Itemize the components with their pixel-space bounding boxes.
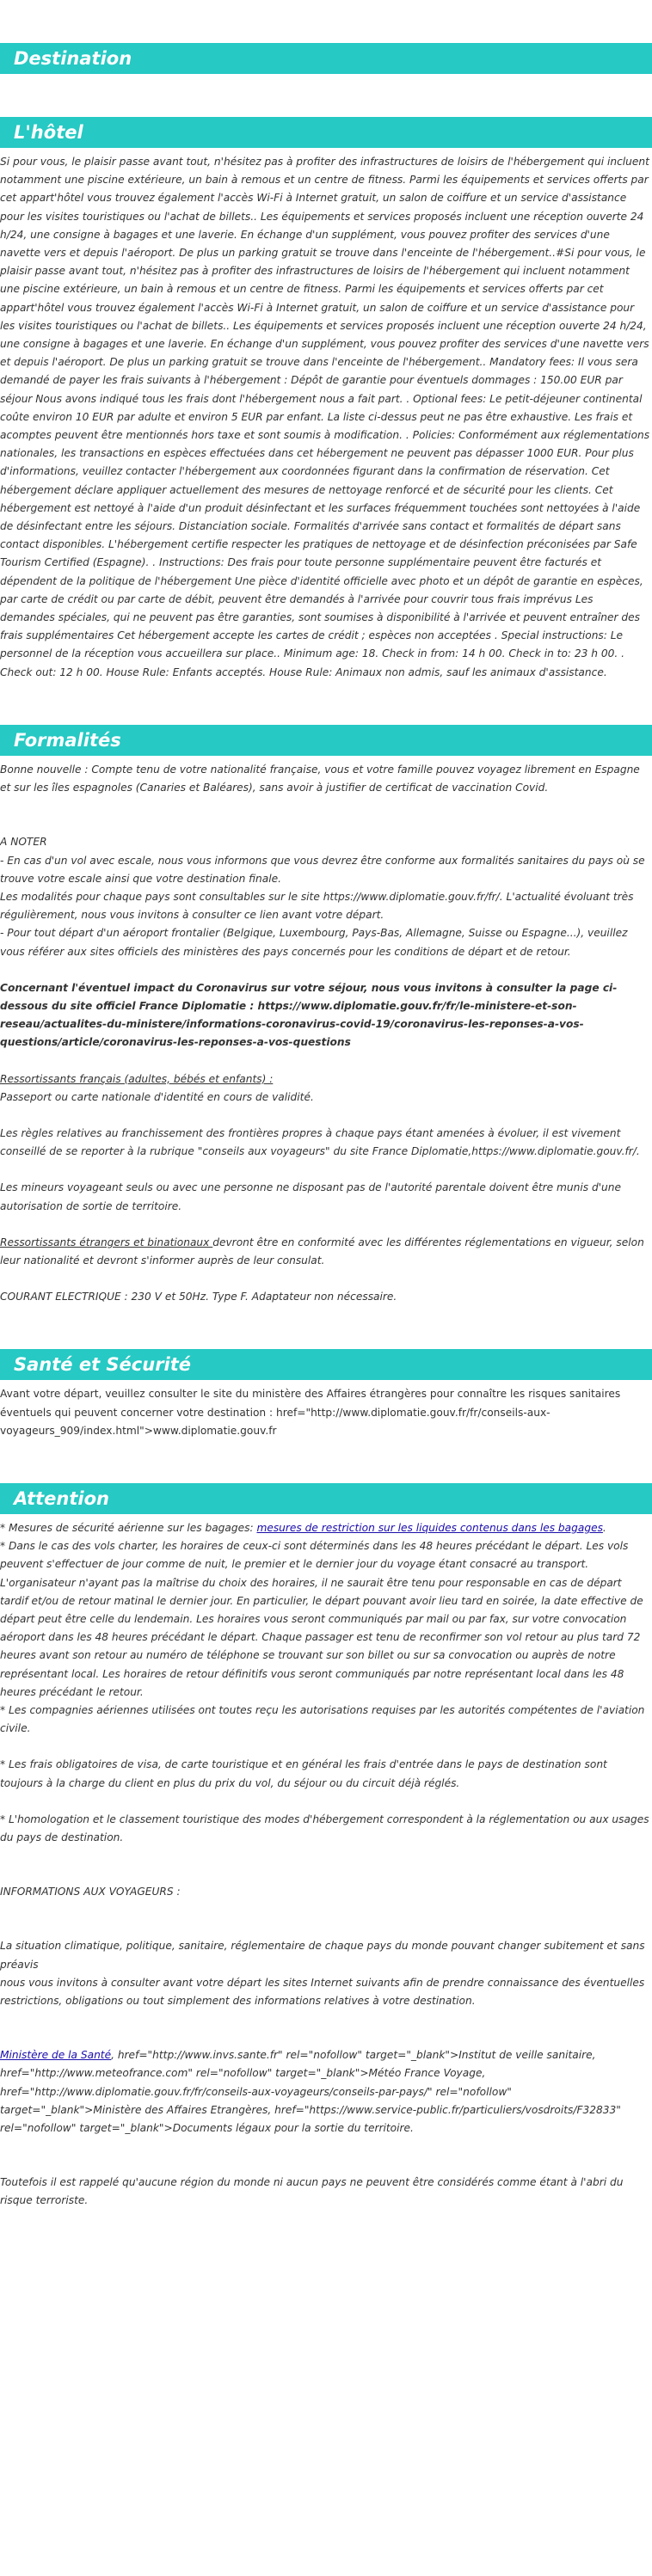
section-header-destination: Destination [0, 43, 652, 74]
section-sante [0, 1349, 652, 1440]
hotel-description: Si pour vous, le plaisir passe avant tout, n'hésitez pas à profiter des infrastructures de loisirs de l'hébergement qui incluent notamment une piscine extérieure, un bain à remous et un centre de fitness. Parmi les équipements et services offerts par cet appart'hôtel vous trouvez également l'accès Wi-Fi à Internet gratuit, un salon de coiffure et un service d'assistance pour les visites touristiques ou l'achat de billets.. Les équipements et services proposés incluent une réception ouverte 24 h/24, une consigne à bagages et une laverie. En échange d'un supplément, vous pouvez profiter des services d'une navette vers et depuis l'aéroport. De plus un parking gratuit se trouve dans l'enceinte de l'hébergement..#Si pour vous, le plaisir passe avant tout, n'hésitez pas à profiter des infrastructures de loisirs de l'hébergement qui incluent notamment une piscine extérieure, un bain à remous et un centre de fitness. Parmi les équipements et services offerts par cet appart'hôtel vous trouvez également l'accès Wi-Fi à Internet gratuit, un salon de coiffure et un service d'assistance pour les visites touristiques ou l'achat de billets.. Les équipements et services proposés incluent une réception ouverte 24 h/24, une consigne à bagages et une laverie. En échange d'un supplément, vous pouvez profiter des services d'une navette vers et depuis l'aéroport. De plus un parking gratuit se trouve dans l'enceinte de l'hébergement.. Mandatory fees: Il vous sera demandé de payer les frais suivants à l'hébergement : Dépôt de garantie pour éventuels dommages : 150.00 EUR par séjour Nous avons indiqué tous les frais dont l'hébergement nous a fait part. . Optional fees: Le petit-déjeuner continental coûte environ 10 EUR par adulte et environ 5 EUR par enfant. La liste ci-dessus peut ne pas être exhaustive. Les frais et acomptes peuvent être mentionnés hors taxe et sont soumis à modification. . Policies: Conformément aux réglementations nationales, les transactions en espèces effectuées dans cet hébergement ne peuvent pas dépasser 1000 EUR. Pour plus d'informations, veuillez contacter l'hébergement aux coordonnées figurant dans la confirmation de réservation. Cet hébergement déclare appliquer actuellement des mesures de nettoyage renforcé et de sécurité pour les clients. Cet hébergement est nettoyé à l'aide d'un produit désinfectant et les surfaces fréquemment touchées sont nettoyées à l'aide de désinfectant entre les séjours. Distanciation sociale. Formalités d'arrivée sans contact et formalités de départ sans contact disponibles. L'hébergement certifie respecter les pratiques de nettoyage et de désinfection préconisées par Safe Tourism Certified (Espagne). . Instructions: Des frais pour toute personne supplémentaire peuvent être facturés et dépendent de la politique de l'hébergement Une pièce d'identité officielle avec photo et un dépôt de garantie en espèces, par carte de crédit ou par carte de débit, peuvent être demandés à l'arrivée pour couvrir tous frais imprévus Les demandes spéciales, qui ne peuvent pas être garanties, sont soumises à disponibilité à l'arrivée et peuvent entraîner des frais supplémentaires Cet hébergement accepte les cartes de crédit ; espèces non acceptées . Special instructions: Le personnel de la réception vous accueillera sur place.. Minimum age: 18. Check in from: 14 h 00. Check in to: 23 h 00. . Check out: 12 h 00. House Rule: Enfants acceptés. House Rule: Animaux non admis, sauf les animaux d'assistance. [0, 156, 650, 678]
ressortissants-francais-label: Ressortissants français (adultes, bébés et enfants) : [0, 1072, 274, 1085]
section-header-attention: Attention [0, 1483, 652, 1514]
sites-links [0, 2046, 650, 2137]
ministere-sante-link[interactable]: Ministère de la Santé [0, 2049, 112, 2062]
ressortissants-etrangers [0, 1234, 650, 1270]
section-header-formalites: Formalités [0, 725, 652, 756]
formalites-coronavirus: Concernant l'éventuel impact du Coronavirus sur votre séjour, nous vous invitons à consulter la page ci-dessous du site officiel France Diplomatie : https://www.diplomatie.gouv.fr/fr/le-ministere-et-son-reseau/actualites-du-ministere/informations-coronavirus-covid-19/coronavirus-les-reponses-a-vos-questions/article/coronavirus-les-reponses-a-vos-questions [0, 981, 618, 1049]
section-header-sante: Santé et Sécurité [0, 1349, 652, 1380]
courant-electrique: COURANT ELECTRIQUE : 230 V et 50Hz. Type F. Adaptateur non nécessaire. [0, 1291, 397, 1303]
informations-voyageurs: INFORMATIONS AUX VOYAGEURS : [0, 1886, 181, 1898]
compagnies-aeriennes: * Les compagnies aériennes utilisées ont toutes reçu les autorisations requises par les autorités compétentes de l'aviation civile. [0, 1704, 645, 1735]
frais-obligatoires: * Les frais obligatoires de visa, de carte touristique et en général les frais d'entrée dans le pays de destination sont toujours à la charge du client en plus du prix du vol, du séjour ou du circuit déjà réglés. [0, 1758, 607, 1789]
sante-text: Avant votre départ, veuillez consulter le site du ministère des Affaires étrangères pour connaître les risques sanitaires éventuels qui peuvent concerner votre destination : href="http://www.diplomatie.gouv.fr/fr/conseils-aux-voyageurs_909/index.html">www.diplomatie.gouv.fr [0, 1388, 621, 1437]
formalites-frontalier: - Pour tout départ d'un aéroport frontalier (Belgique, Luxembourg, Pays-Bas, Allemagne, Suisse ou Espagne...), veuillez vous référer aux sites officiels des ministères des pays concernés pour les conditions de départ et de retour. [0, 927, 628, 958]
situation-text-2: nous vous invitons à consulter avant votre départ les sites Internet suivants afin de prendre connaissance des éventuelles restrictions, obligations ou tout simplement des informations relatives à votre destination. [0, 1976, 645, 2008]
page [0, 43, 652, 2211]
formalites-body [0, 756, 652, 1306]
section-header-hotel: L'hôtel [0, 117, 652, 148]
mesures-securite-end: . [602, 1521, 606, 1534]
formalites-a-noter: A NOTER [0, 836, 47, 849]
terrorisme-text: Toutefois il est rappelé qu'aucune région du monde ni aucun pays ne peuvent être considérés comme étant à l'abri du risque terroriste. [0, 2176, 624, 2207]
vols-charter: * Dans le cas des vols charter, les horaires de ceux-ci sont déterminés dans les 48 heures précédant le départ. Les vols peuvent s'effectuer de jour comme de nuit, le premier et le dernier jour du voyage étant consacré au transport. L'organisateur n'ayant pas la maîtrise du choix des horaires, il ne saurait être tenu pour responsable en cas de départ tardif et/ou de retour matinal le dernier jour. En particulier, le départ pouvant avoir lieu tard en soirée, la date effective de départ peut être celle du lendemain. Les horaires vous seront communiqués par mail ou par fax, sur votre convocation aéroport dans les 48 heures précédant le départ. Chaque passager est tenu de reconfirmer son vol retour au plus tard 72 heures avant son retour au numéro de téléphone se trouvant sur son billet ou sur sa convocation ou auprès de notre représentant local. Les horaires de retour définitifs vous seront communiqués par notre représentant local dans les 48 heures précédant le retour. [0, 1540, 643, 1698]
ressortissants-etrangers-label: Ressortissants étrangers et binationaux [0, 1236, 213, 1248]
passeport-text: Passeport ou carte nationale d'identité en cours de validité. [0, 1090, 314, 1103]
section-hotel [0, 117, 652, 682]
regles-text: Les règles relatives au franchissement des frontières propres à chaque pays étant amenées à évoluer, il est vivement conseillé de se reporter à la rubrique "conseils aux voyageurs" du site France Diplomatie,https://www.diplomatie.gouv.fr/. [0, 1126, 640, 1158]
mesures-securite-text: * Mesures de sécurité aérienne sur les bagages: [0, 1521, 257, 1534]
section-formalites [0, 725, 652, 1306]
ressortissants-etrangers-text: devront être en conformité avec les différentes réglementations en vigueur, selon leur nationalité et devront s'informer auprès de leur consulat. [0, 1236, 644, 1267]
situation-text-1: La situation climatique, politique, sanitaire, réglementaire de chaque pays du monde pouvant changer subitement et sans préavis [0, 1940, 645, 1971]
mesures-securite [0, 1519, 650, 1537]
attention-body [0, 1514, 652, 2211]
mineurs-text: Les mineurs voyageant seuls ou avec une personne ne disposant pas de l'autorité parentale doivent être munis d'une autorisation de sortie de territoire. [0, 1181, 622, 1212]
section-attention [0, 1483, 652, 2211]
sante-body [0, 1380, 652, 1440]
formalites-modalites: Les modalités pour chaque pays sont consultables sur le site https://www.diplomatie.gouv.fr/fr/. L'actualité évoluant très régulièrement, nous vous invitons à consulter ce lien avant votre départ. [0, 890, 634, 922]
sites-links-text: , href="http://www.invs.sante.fr" rel="nofollow" target="_blank">Institut de veille sanitaire, href="http://www.meteofrance.com" rel="nofollow" target="_blank">Météo France Voyage, href="http://www.diplomatie.gouv.fr/fr/conseils-aux-voyageurs/conseils-par-pays/" rel="nofollow" target="_blank">Ministère des Affaires Etrangères, href="https://www.service-public.fr/particuliers/vosdroits/F32833" rel="nofollow" target="_blank">Documents légaux pour la sortie du territoire. [0, 2049, 621, 2135]
formalites-escale: - En cas d'un vol avec escale, nous vous informons que vous devrez être conforme aux formalités sanitaires du pays où se trouve votre escale ainsi que votre destination finale. [0, 854, 645, 885]
liquides-restriction-link[interactable]: mesures de restriction sur les liquides contenus dans les bagages [256, 1521, 603, 1534]
formalites-intro: Bonne nouvelle : Compte tenu de votre nationalité française, vous et votre famille pouvez voyagez librement en Espagne et sur les îles espagnoles (Canaries et Baléares), sans avoir à justifier de certificat de vaccination Covid. [0, 763, 640, 794]
homologation: * L'homologation et le classement touristique des modes d'hébergement correspondent à la réglementation ou aux usages du pays de destination. [0, 1812, 649, 1844]
